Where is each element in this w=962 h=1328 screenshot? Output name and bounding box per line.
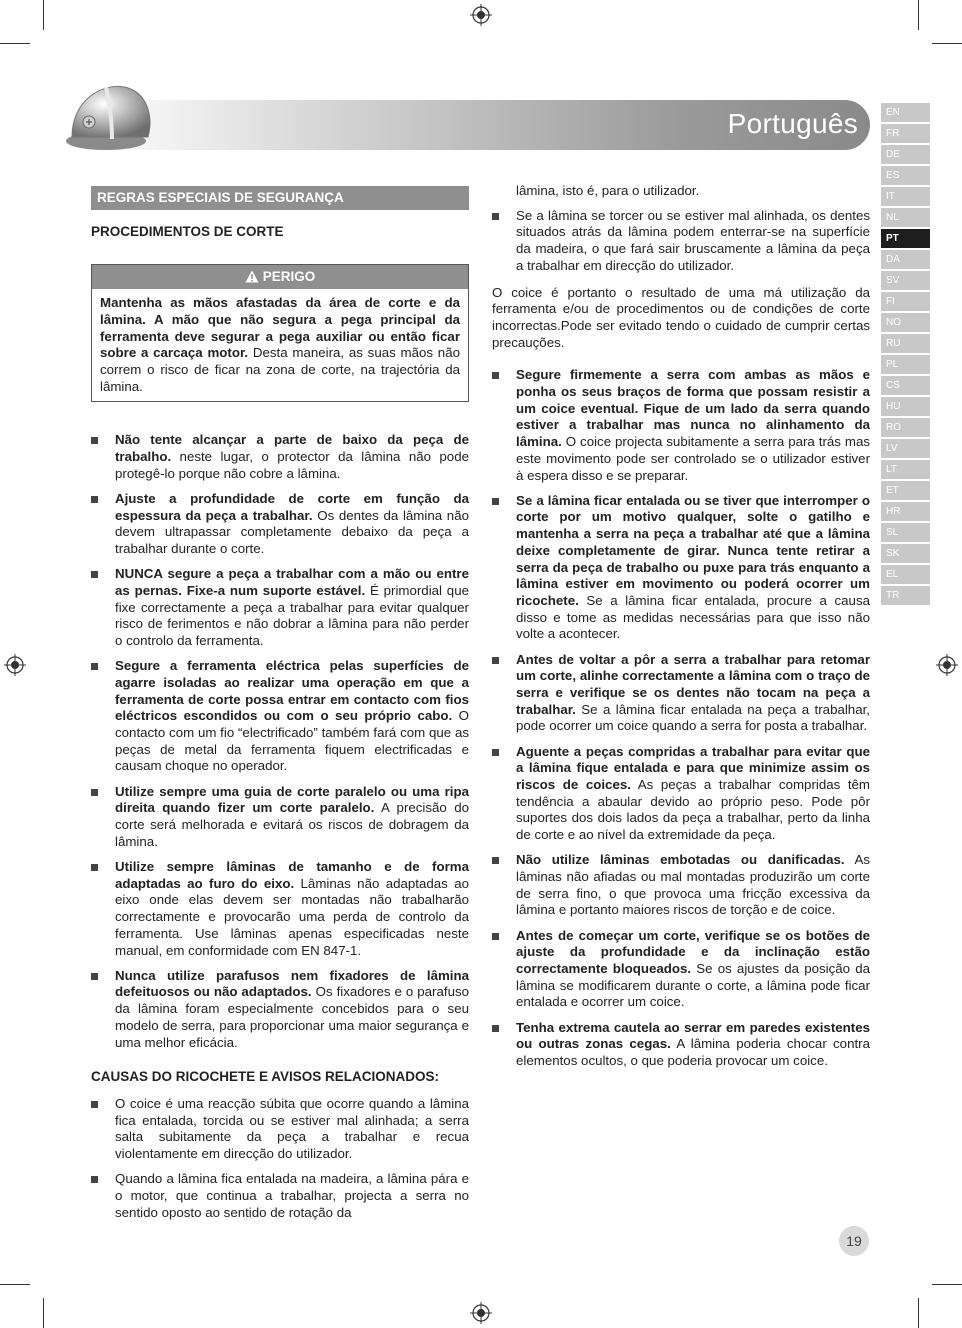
list-item [91,968,469,1052]
language-tab-pt[interactable]: PT [881,229,930,248]
registration-mark-icon [936,654,958,676]
list-item [91,1171,469,1221]
list-item-text: O coice é uma reacção súbita que ocorre quando a lâmina fica entalada, torcida ou se estiver mal alinhada; a serra salta subitamente da peça a trabalhar e recua violentamente em direcção do utilizador. [115,1095,469,1162]
subheading: PROCEDIMENTOS DE CORTE [91,223,284,239]
language-tab-el[interactable]: EL [881,565,930,584]
language-tab-cs[interactable]: CS [881,376,930,395]
language-tab-hu[interactable]: HU [881,397,930,416]
list-item-text: Os fixadores e o parafuso da lâmina foram especialmente concebidos para o seu modelo de serra, para proporcionar uma maior segurança e uma melhor eficácia. [115,984,470,1050]
language-tab-tr[interactable]: TR [881,586,930,605]
warning-box [91,264,469,402]
crop-mark [918,1298,919,1328]
bullet-square-icon [91,437,98,444]
bullet-list [492,208,870,275]
bullet-square-icon [492,372,499,379]
subheading: CAUSAS DO RICOCHETE E AVISOS RELACIONADOS: [91,1069,440,1085]
bullet-square-icon [492,1025,499,1032]
bullet-square-icon [91,496,98,503]
list-item-text: Se a lâmina ficar entalada, procure a causa disso e tome as medidas necessárias para que isso não volte a acontecer. [516,592,870,642]
language-tab-fi[interactable]: FI [881,292,930,311]
registration-mark-icon [470,1302,492,1324]
list-item [492,744,870,844]
registration-mark-icon [4,654,26,676]
language-tab-lt[interactable]: LT [881,460,930,479]
language-tab-no[interactable]: NO [881,313,930,332]
language-tab-sv[interactable]: SV [881,271,930,290]
list-item [492,852,870,919]
left-column [91,186,469,1230]
crop-mark [932,43,962,44]
warning-bold-text: Mantenha as mãos afastadas da área de corte e da lâmina. A mão que não segura a pega principal da ferramenta deve segurar a pega auxiliar ou então ficar sobre a carcaça motor. [100,295,460,361]
warning-header [92,265,468,289]
bullet-square-icon [492,749,499,756]
language-tab-da[interactable]: DA [881,250,930,269]
list-item [91,658,469,775]
list-item [492,928,870,1012]
language-tab-en[interactable]: EN [881,103,930,122]
list-item-text: Os dentes da lâmina não devem ultrapassar completamente debaixo da peça a trabalhar durante o corte. [115,507,469,557]
page-title: Português [727,108,858,139]
list-item-text: neste lugar, o protector da lâmina não pode protegê-lo porque não cobre a lâmina. [115,449,469,481]
language-tab-it[interactable]: IT [881,187,930,206]
bullet-square-icon [91,663,98,670]
language-tab-sl[interactable]: SL [881,523,930,542]
bullet-square-icon [91,973,98,980]
list-item-bold: Antes de começar um corte, verifique se os botões de ajuste da profundidade e da inclinação estão correctamente bloqueados. [516,927,870,977]
list-item-text: As lâminas não afiadas ou mal montadas produzirão um corte de serra fino, o que provoca uma fricção excessiva da lâmina e portanto maiores riscos de torção e de coice. [516,852,870,918]
section-title: REGRAS ESPECIAIS DE SEGURANÇA [91,186,469,210]
list-item-bold: Utilize sempre lâminas de tamanho e de forma adaptadas ao furo do eixo. [115,859,469,891]
list-item-bold: Utilize sempre uma guia de corte paralelo ou uma ripa direita quando fizer um corte paralelo. [115,783,469,816]
list-item-text: A lâmina poderia chocar contra elementos ocultos, o que poderia provocar um coice. [516,1036,870,1069]
list-item [492,493,870,643]
warning-label: PERIGO [262,269,316,285]
crop-mark [43,0,44,30]
bullet-square-icon [91,1101,98,1108]
list-item-text: A precisão do corte será melhorada e evitará os riscos de dobragem da lâmina. [115,800,469,849]
language-tab-lv[interactable]: LV [881,439,930,458]
crop-mark [0,1284,30,1285]
language-tab-es[interactable]: ES [881,166,930,185]
list-item [492,652,870,736]
list-item-bold: Aguente a peças compridas a trabalhar para evitar que a lâmina fique entalada e para que minimize assim os riscos de coices. [516,743,870,792]
crop-mark [932,1284,962,1285]
list-item-text: O contacto com um fio “electrificado” também fará com que as peças de metal da ferramenta fiquem electrificadas e causam choque no operador. [115,708,469,774]
language-tab-nl[interactable]: NL [881,208,930,227]
language-tab-fr[interactable]: FR [881,124,930,143]
list-item-bold: Tenha extrema cautela ao serrar em paredes existentes ou outras zonas cegas. [516,1019,870,1052]
list-item-bold: Não tente alcançar a parte de baixo da peça de trabalho. [115,432,469,465]
list-item [91,859,469,959]
bullet-square-icon [91,571,98,578]
list-item-text: É primordial que fixe correctamente a peça a trabalhar para evitar qualquer risco de ferimentos e não dobrar a lâmina para não perder o controlo da ferramenta. [115,582,469,649]
list-item-text: As peças a trabalhar compridas têm tendência a abaular devido ao próprio peso. Pode pôr suportes dos dois lados da peça a trabalhar, perto da linha de corte e ao nível da extremidade da peça. [516,777,870,843]
language-tab-sk[interactable]: SK [881,544,930,563]
list-item [492,367,870,484]
continued-text: lâmina, isto é, para o utilizador. [516,183,700,198]
crop-mark [43,1298,44,1328]
language-tab-ru[interactable]: RU [881,334,930,353]
list-item-bold: Segure firmemente a serra com ambas as mãos e ponha os seus braços de forma que possam resistir a um coice eventual. Fique de um lado da serra quando estiver a trabalhar mas nunca no alinhamento da lâmina. [516,367,870,450]
bullet-square-icon [91,789,98,796]
list-item-text: Quando a lâmina fica entalada na madeira, a lâmina pára e o motor, que continua a trabalhar, projecta a serra no sentido oposto ao sentido de rotação da [115,1171,469,1220]
bullet-square-icon [91,864,98,871]
crop-mark [0,43,30,44]
list-item-bold: Segure a ferramenta eléctrica pelas superfícies de agarre isoladas ao realizar uma operação em que a ferramenta de corte possa entrar em contacto com fios eléctricos escondidos ou com o seu próprio cabo. [115,658,469,724]
paragraph: O coice é portanto o resultado de uma má utilização da ferramenta e/ou de procedimentos ou de condições de corte incorrectas.Pode ser evitado tendo o cuidado de cumprir certas precauções. [492,284,870,350]
bullet-square-icon [492,933,499,940]
language-tab-ro[interactable]: RO [881,418,930,437]
list-item-bold: Não utilize lâminas embotadas ou danificadas. [516,852,845,868]
language-tab-pl[interactable]: PL [881,355,930,374]
language-tab-hr[interactable]: HR [881,502,930,521]
language-tab-et[interactable]: ET [881,481,930,500]
helmet-icon [62,75,158,155]
crop-mark [918,0,919,30]
list-item [492,208,870,275]
list-item-bold: Ajuste a profundidade de corte em função da espessura da peça a trabalhar. [115,490,469,523]
list-item [91,432,469,482]
language-tab-de[interactable]: DE [881,145,930,164]
bullet-square-icon [492,857,499,864]
warning-triangle-icon [245,270,259,283]
list-item-text: Se a lâmina se torcer ou se estiver mal alinhada, os dentes situados atrás da lâmina podem enterrar-se na superfície da madeira, o que fará sair bruscamente a lâmina da peça a trabalhar em direcção do utilizador. [516,207,870,273]
list-item [91,491,469,558]
list-item-text: Se a lâmina ficar entalada na peça a trabalhar, pode ocorrer um coice quando a serra for posta a trabalhar. [516,701,870,734]
registration-mark-icon [470,4,492,26]
page-number: 19 [839,1226,869,1256]
right-column [492,183,870,1078]
list-item [91,566,469,650]
language-tabs [881,103,930,607]
list-item-bold: NUNCA segure a peça a trabalhar com a mão ou entre as pernas. Fixe-a num suporte estável. [115,566,469,598]
warning-body [92,289,468,401]
list-item-bold: Antes de voltar a pôr a serra a trabalhar para retomar um corte, alinhe correctamente a lâmina com o traço de serra e verifique se os dentes não tocam na peça a trabalhar. [516,651,870,717]
warning-text: Desta maneira, as suas mãos não correm o risco de ficar na zona de corte, na trajectória da lâmina. [100,345,460,394]
list-item-text: O coice projecta subitamente a serra para trás mas este movimento pode ser controlado se o utilizador estiver à espera disso e se preparar. [516,434,870,483]
list-item [91,1096,469,1163]
list-item [492,1020,870,1070]
list-item-bold: Se a lâmina ficar entalada ou se tiver que interromper o corte por um motivo qualquer, solte o gatilho e mantenha a serra na peça a trabalhar até que a lâmina deixe completamente de girar. Nunca tente retirar a serra da peça de trabalho ou puxe para trás enquanto a lâmina estiver em movimento ou poderá ocorrer um ricochete. [516,492,870,608]
list-item-bold: Nunca utilize parafusos nem fixadores de lâmina defeituosos ou não adaptados. [115,967,469,1000]
bullet-list [492,367,870,1069]
bullet-square-icon [492,657,499,664]
list-item [91,784,469,851]
bullet-list [91,432,469,1051]
bullet-square-icon [91,1176,98,1183]
bullet-list [91,1096,469,1221]
bullet-square-icon [492,213,499,220]
list-item-text: Se os ajustes da posição da lâmina se modificarem durante o corte, a lâmina pode ficar entalada e ocorrer um coice. [516,961,870,1010]
bullet-square-icon [492,498,499,505]
list-item-text: Lâminas não adaptadas ao eixo onde elas devem ser montadas não trabalharão correctamente e provocarão uma perda de controlo da ferramenta. Use lâminas apenas especificadas neste manual, em conformidade com EN 847-1. [115,875,469,958]
